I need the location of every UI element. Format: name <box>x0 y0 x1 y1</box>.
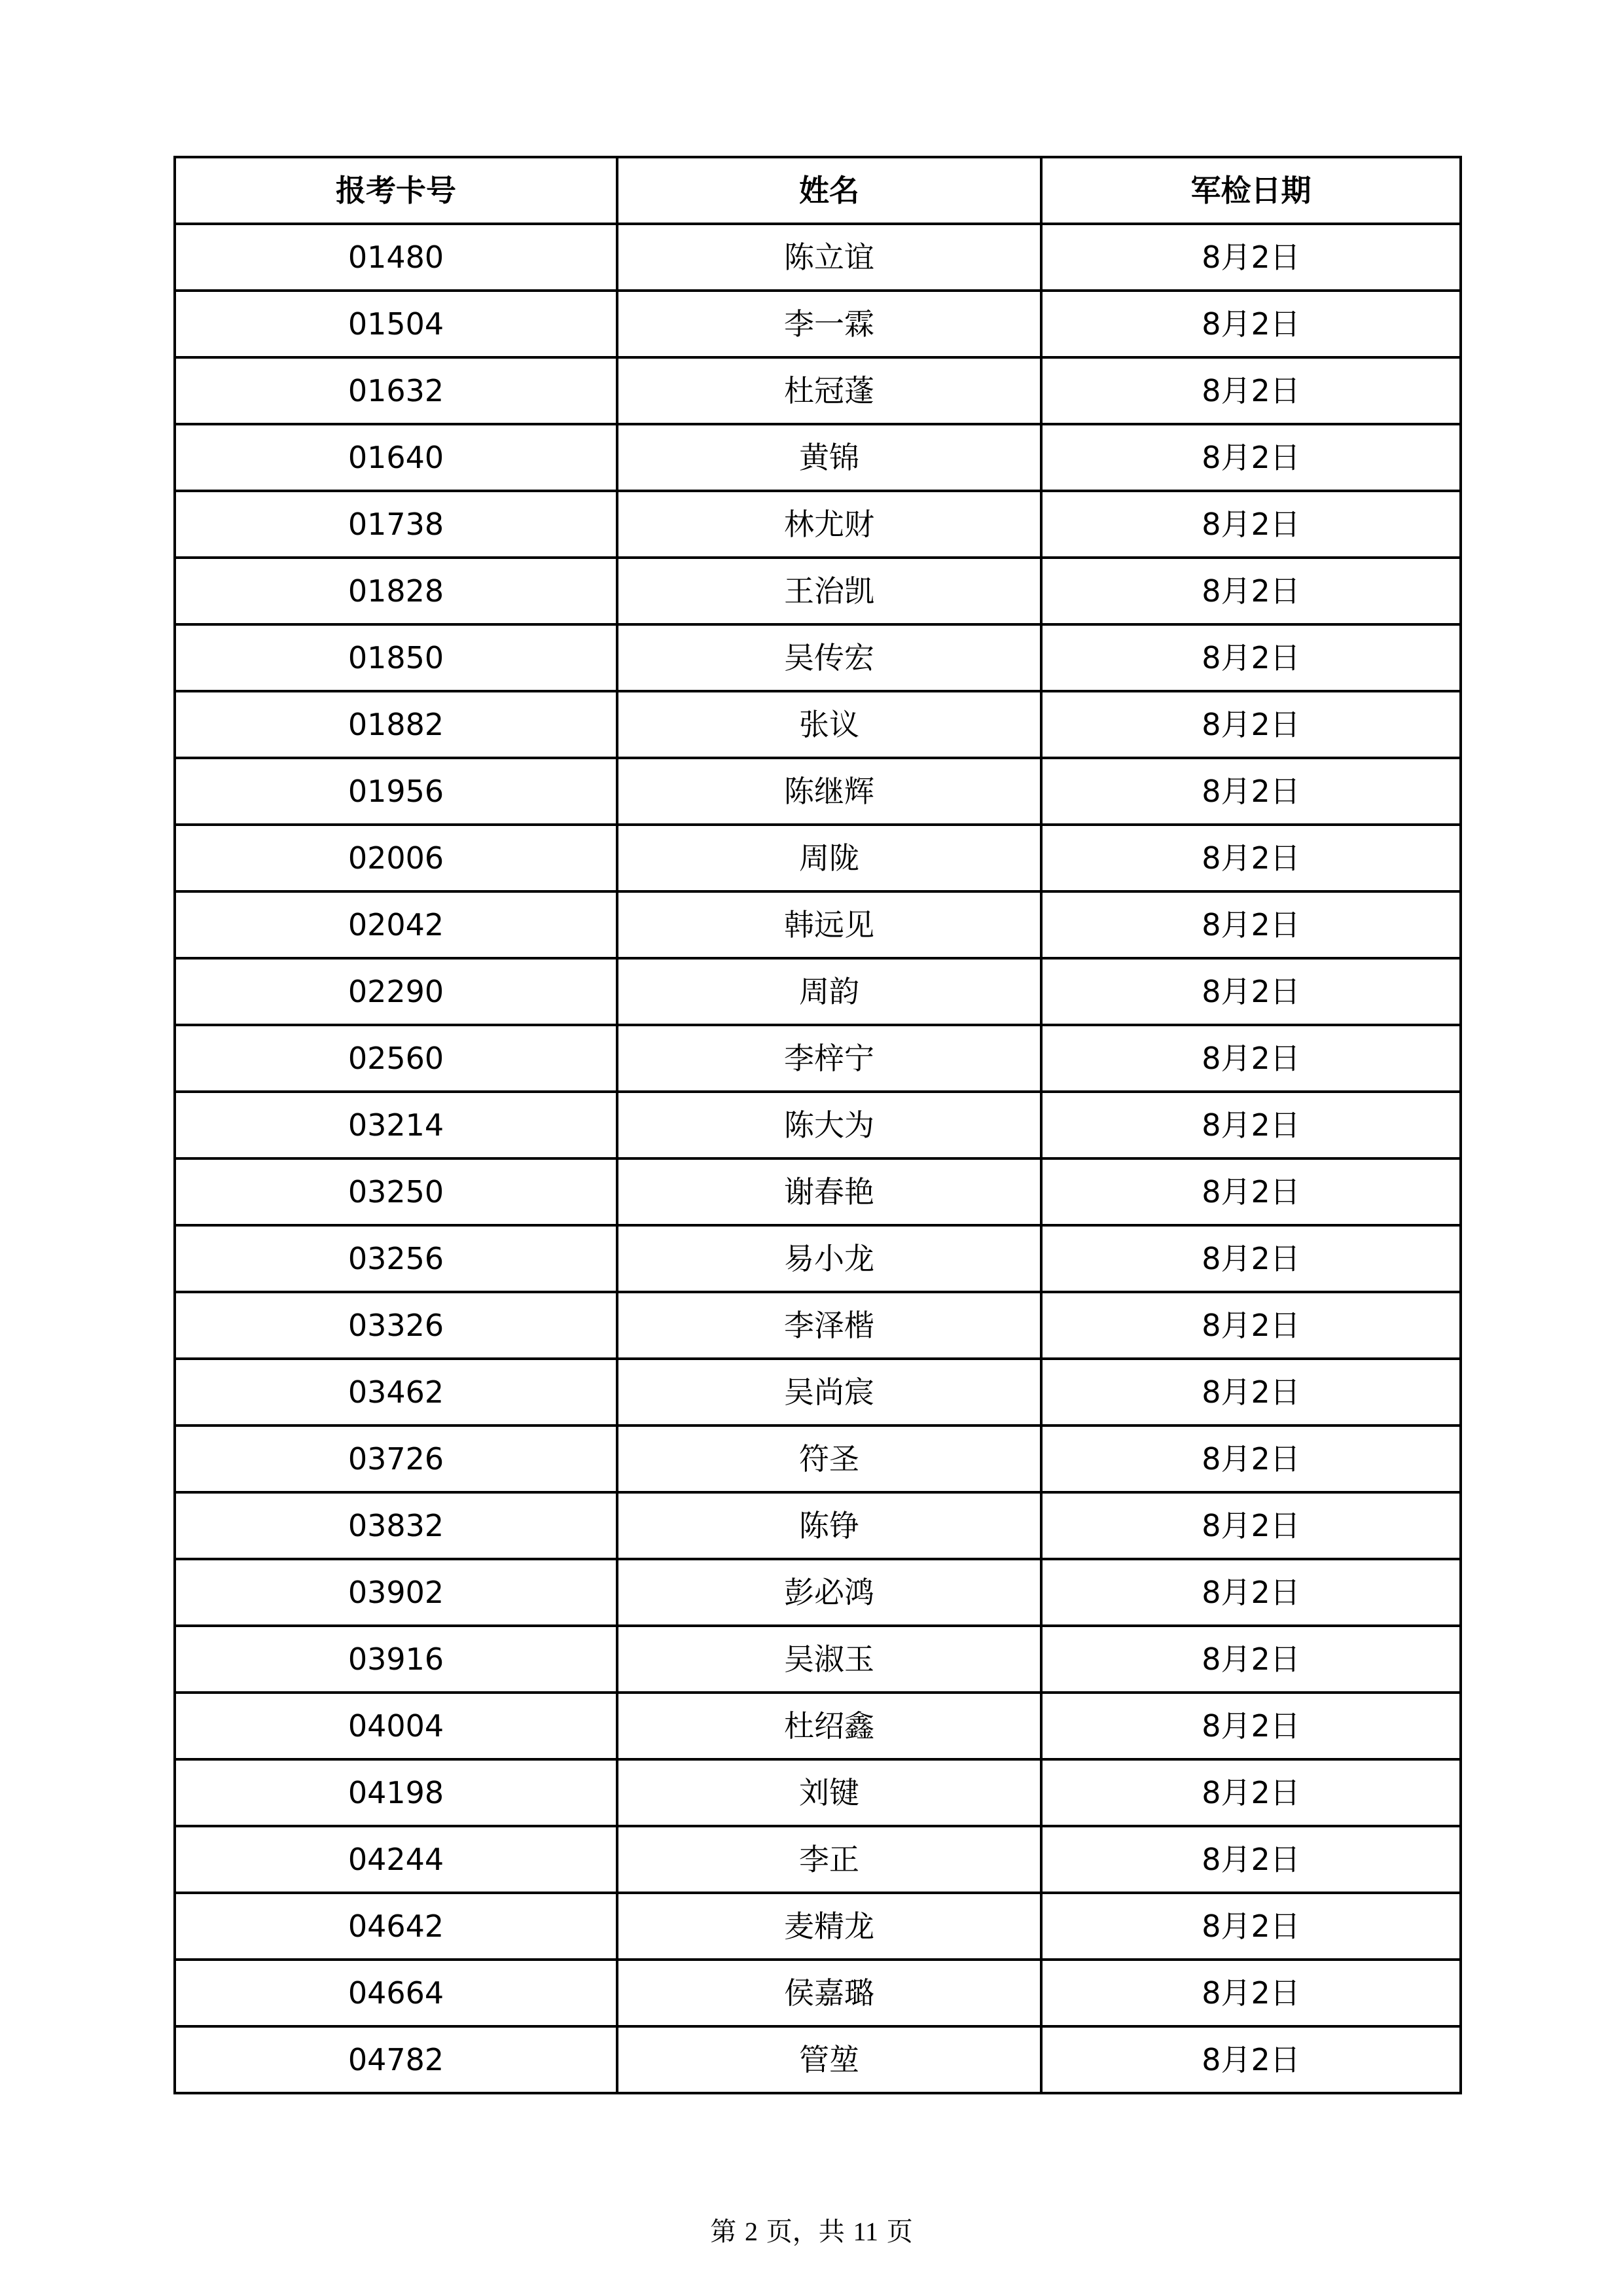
card-number-cell: 04198 <box>175 1759 617 1826</box>
table-row <box>175 1426 1461 1492</box>
exam-date-cell: 8月2日 <box>1041 224 1461 291</box>
card-number-cell: 03832 <box>175 1492 617 1559</box>
card-number-cell: 03256 <box>175 1225 617 1292</box>
exam-date-cell: 8月2日 <box>1041 1893 1461 1960</box>
roster-sheet <box>173 156 1459 2094</box>
exam-date-cell: 8月2日 <box>1041 1092 1461 1158</box>
footer-middle: 页，共 <box>766 2217 845 2247</box>
card-number-cell: 01882 <box>175 691 617 758</box>
name-cell: 吴传宏 <box>617 624 1041 691</box>
card-number-cell: 04642 <box>175 1893 617 1960</box>
name-cell: 李正 <box>617 1826 1041 1893</box>
name-cell: 李一霖 <box>617 291 1041 357</box>
table-row <box>175 958 1461 1025</box>
table-row <box>175 1559 1461 1626</box>
exam-date-cell: 8月2日 <box>1041 558 1461 624</box>
table-row <box>175 1359 1461 1426</box>
name-cell: 陈立谊 <box>617 224 1041 291</box>
table-row <box>175 758 1461 825</box>
table-row <box>175 624 1461 691</box>
card-number-cell: 03462 <box>175 1359 617 1426</box>
exam-date-cell: 8月2日 <box>1041 357 1461 424</box>
table-row <box>175 1092 1461 1158</box>
exam-date-cell: 8月2日 <box>1041 691 1461 758</box>
footer-suffix: 页 <box>886 2217 913 2247</box>
exam-date-cell: 8月2日 <box>1041 891 1461 958</box>
name-cell: 陈继辉 <box>617 758 1041 825</box>
table-row <box>175 224 1461 291</box>
roster-table <box>173 156 1462 2094</box>
exam-date-cell: 8月2日 <box>1041 424 1461 491</box>
card-number-cell: 03916 <box>175 1626 617 1693</box>
card-number-cell: 01480 <box>175 224 617 291</box>
table-row <box>175 1893 1461 1960</box>
card-number-cell: 04664 <box>175 1960 617 2026</box>
name-cell: 周陇 <box>617 825 1041 891</box>
exam-date-cell: 8月2日 <box>1041 1960 1461 2026</box>
exam-date-cell: 8月2日 <box>1041 1359 1461 1426</box>
exam-date-cell: 8月2日 <box>1041 1158 1461 1225</box>
table-row <box>175 357 1461 424</box>
name-cell: 王治凯 <box>617 558 1041 624</box>
name-cell: 韩远见 <box>617 891 1041 958</box>
card-number-cell: 01632 <box>175 357 617 424</box>
header-exam-date: 军检日期 <box>1041 157 1461 224</box>
card-number-cell: 03214 <box>175 1092 617 1158</box>
card-number-cell: 04244 <box>175 1826 617 1893</box>
exam-date-cell: 8月2日 <box>1041 491 1461 558</box>
card-number-cell: 01956 <box>175 758 617 825</box>
exam-date-cell: 8月2日 <box>1041 1626 1461 1693</box>
exam-date-cell: 8月2日 <box>1041 1426 1461 1492</box>
card-number-cell: 04782 <box>175 2026 617 2093</box>
name-cell: 谢春艳 <box>617 1158 1041 1225</box>
page-footer <box>0 2211 1623 2248</box>
table-row <box>175 1492 1461 1559</box>
exam-date-cell: 8月2日 <box>1041 1292 1461 1359</box>
table-row <box>175 1626 1461 1693</box>
table-row <box>175 1025 1461 1092</box>
name-cell: 林尤财 <box>617 491 1041 558</box>
table-row <box>175 2026 1461 2093</box>
exam-date-cell: 8月2日 <box>1041 758 1461 825</box>
name-cell: 张议 <box>617 691 1041 758</box>
name-cell: 吴淑玉 <box>617 1626 1041 1693</box>
table-row <box>175 1225 1461 1292</box>
exam-date-cell: 8月2日 <box>1041 1693 1461 1759</box>
card-number-cell: 03326 <box>175 1292 617 1359</box>
name-cell: 易小龙 <box>617 1225 1041 1292</box>
table-row <box>175 558 1461 624</box>
table-row <box>175 1292 1461 1359</box>
card-number-cell: 01504 <box>175 291 617 357</box>
header-card-number: 报考卡号 <box>175 157 617 224</box>
table-row <box>175 1759 1461 1826</box>
name-cell: 符圣 <box>617 1426 1041 1492</box>
table-row <box>175 291 1461 357</box>
header-name: 姓名 <box>617 157 1041 224</box>
card-number-cell: 03902 <box>175 1559 617 1626</box>
card-number-cell: 01738 <box>175 491 617 558</box>
table-row <box>175 1960 1461 2026</box>
name-cell: 刘键 <box>617 1759 1041 1826</box>
exam-date-cell: 8月2日 <box>1041 624 1461 691</box>
name-cell: 彭必鸿 <box>617 1559 1041 1626</box>
exam-date-cell: 8月2日 <box>1041 1559 1461 1626</box>
roster-body <box>175 224 1461 2093</box>
name-cell: 陈大为 <box>617 1092 1041 1158</box>
exam-date-cell: 8月2日 <box>1041 958 1461 1025</box>
name-cell: 黄锦 <box>617 424 1041 491</box>
table-row <box>175 1826 1461 1893</box>
exam-date-cell: 8月2日 <box>1041 2026 1461 2093</box>
footer-prefix: 第 <box>710 2217 737 2247</box>
card-number-cell: 04004 <box>175 1693 617 1759</box>
exam-date-cell: 8月2日 <box>1041 291 1461 357</box>
card-number-cell: 02006 <box>175 825 617 891</box>
card-number-cell: 02560 <box>175 1025 617 1092</box>
table-row <box>175 691 1461 758</box>
footer-current-page: 2 <box>745 2217 758 2246</box>
name-cell: 李泽楷 <box>617 1292 1041 1359</box>
exam-date-cell: 8月2日 <box>1041 1759 1461 1826</box>
name-cell: 侯嘉璐 <box>617 1960 1041 2026</box>
table-row <box>175 1693 1461 1759</box>
name-cell: 陈铮 <box>617 1492 1041 1559</box>
card-number-cell: 02290 <box>175 958 617 1025</box>
card-number-cell: 02042 <box>175 891 617 958</box>
name-cell: 周韵 <box>617 958 1041 1025</box>
name-cell: 李梓宁 <box>617 1025 1041 1092</box>
exam-date-cell: 8月2日 <box>1041 825 1461 891</box>
table-row <box>175 424 1461 491</box>
header-row <box>175 157 1461 224</box>
card-number-cell: 01640 <box>175 424 617 491</box>
exam-date-cell: 8月2日 <box>1041 1492 1461 1559</box>
name-cell: 杜绍鑫 <box>617 1693 1041 1759</box>
exam-date-cell: 8月2日 <box>1041 1225 1461 1292</box>
card-number-cell: 03250 <box>175 1158 617 1225</box>
exam-date-cell: 8月2日 <box>1041 1826 1461 1893</box>
table-row <box>175 825 1461 891</box>
table-row <box>175 891 1461 958</box>
table-row <box>175 491 1461 558</box>
name-cell: 杜冠蓬 <box>617 357 1041 424</box>
card-number-cell: 03726 <box>175 1426 617 1492</box>
card-number-cell: 01850 <box>175 624 617 691</box>
footer-total-pages: 11 <box>853 2217 878 2246</box>
card-number-cell: 01828 <box>175 558 617 624</box>
table-row <box>175 1158 1461 1225</box>
name-cell: 麦精龙 <box>617 1893 1041 1960</box>
name-cell: 管堃 <box>617 2026 1041 2093</box>
exam-date-cell: 8月2日 <box>1041 1025 1461 1092</box>
name-cell: 吴尚宸 <box>617 1359 1041 1426</box>
